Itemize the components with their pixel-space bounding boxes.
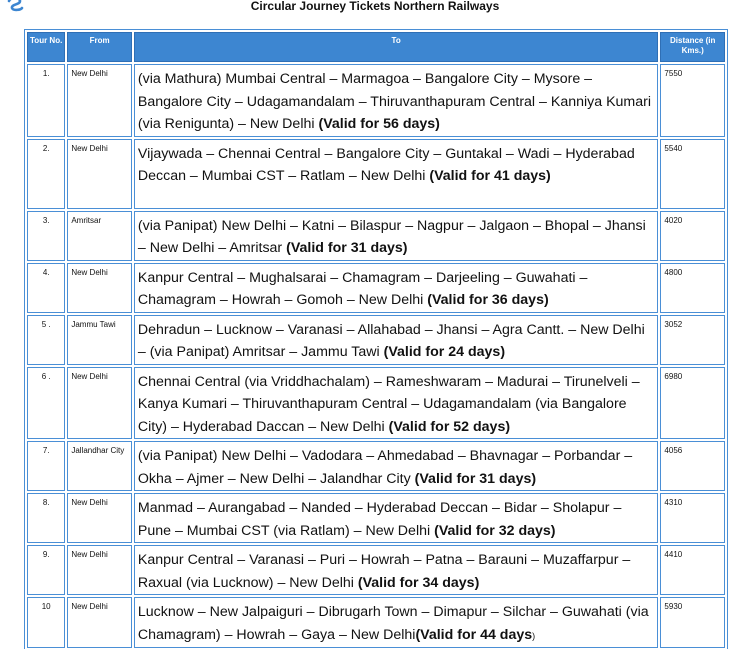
tour-no-cell: 4. bbox=[27, 263, 65, 313]
route-text: Kanpur Central – Varanasi – Puri – Howrah – Patna – Barauni – Muzaffarpur – Raxual (via Lucknow) – New Delhi bbox=[137, 552, 631, 591]
table-row bbox=[27, 263, 725, 313]
route-text: (via Panipat) New Delhi – Katni – Bilaspur – Nagpur – Jalgaon – Bhopal – Jhansi – New Delhi – Amritsar bbox=[137, 217, 646, 256]
distance-cell: 4410 bbox=[660, 545, 725, 595]
route-text: Kanpur Central – Mughalsarai – Chamagram – Darjeeling – Guwahati – Chamagram – Howrah – Gomoh – New Delhi bbox=[137, 269, 588, 308]
distance-cell: 3052 bbox=[660, 315, 725, 365]
route-cell bbox=[134, 211, 659, 261]
header-row bbox=[27, 32, 725, 62]
route-cell bbox=[134, 64, 659, 137]
route-text: Manmad – Aurangabad – Nanded – Hyderabad Deccan – Bidar – Sholapur – Pune – Mumbai CST (via Ratlam) – New Delhi bbox=[137, 500, 622, 539]
route-cell bbox=[134, 139, 659, 209]
table-row bbox=[27, 545, 725, 595]
from-cell: New Delhi bbox=[67, 493, 132, 543]
from-cell: New Delhi bbox=[67, 64, 132, 137]
route-cell bbox=[134, 597, 659, 648]
table-row bbox=[27, 441, 725, 491]
validity-text: (Valid for 36 days) bbox=[427, 292, 549, 308]
tours-table bbox=[24, 29, 728, 649]
route-text: Vijaywada – Chennai Central – Bangalore City – Guntakal – Wadi – Hyderabad Deccan – Mumbai CST – Ratlam – New Delhi bbox=[137, 145, 635, 184]
distance-cell: 4020 bbox=[660, 211, 725, 261]
route-cell bbox=[134, 545, 659, 595]
header-distance: Distance (in Kms.) bbox=[660, 32, 725, 62]
distance-cell: 5930 bbox=[660, 597, 725, 648]
tour-no-cell: 9. bbox=[27, 545, 65, 595]
distance-cell: 4056 bbox=[660, 441, 725, 491]
validity-text: (Valid for 56 days) bbox=[318, 116, 440, 132]
from-cell: New Delhi bbox=[67, 139, 132, 209]
route-cell bbox=[134, 315, 659, 365]
validity-text: (Valid for 32 days) bbox=[434, 522, 556, 539]
distance-cell: 4310 bbox=[660, 493, 725, 543]
validity-text: (Valid for 44 days bbox=[415, 626, 533, 643]
from-cell: Jammu Tawi bbox=[67, 315, 132, 365]
tour-no-cell: 10 bbox=[27, 597, 65, 648]
distance-cell: 5540 bbox=[660, 139, 725, 209]
from-cell: Amritsar bbox=[67, 211, 132, 261]
tour-no-cell: 8. bbox=[27, 493, 65, 543]
tour-no-cell: 1. bbox=[27, 64, 65, 137]
header-to: To bbox=[134, 32, 659, 62]
table-row bbox=[27, 493, 725, 543]
route-text: (via Mathura) Mumbai Central – Marmagoa – Bangalore City – Mysore – Bangalore City – Udagamandalam – Thiruvanthapuram Central – Kanniya Kumari (via Renigunta) – New Delhi bbox=[137, 71, 652, 132]
validity-text: (Valid for 34 days) bbox=[357, 574, 480, 591]
route-text: (via Panipat) New Delhi – Vadodara – Ahmedabad – Bhavnagar – Porbandar – Okha – Ajmer – New Delhi – Jalandhar City bbox=[137, 448, 633, 487]
route-text: Lucknow – New Jalpaiguri – Dibrugarh Town – Dimapur – Silchar – Guwahati (via Chamagram) – Howrah – Gaya – New Delhi bbox=[137, 604, 649, 643]
validity-text: (Valid for 41 days) bbox=[429, 168, 551, 184]
tour-no-cell: 3. bbox=[27, 211, 65, 261]
tour-no-cell: 2. bbox=[27, 139, 65, 209]
route-text: Dehradun – Lucknow – Varanasi – Allahabad – Jhansi – Agra Cantt. – New Delhi – (via Panipat) Amritsar – Jammu Tawi bbox=[137, 321, 645, 360]
from-cell: New Delhi bbox=[67, 367, 132, 440]
route-cell bbox=[134, 493, 659, 543]
table-row bbox=[27, 139, 725, 209]
table-row bbox=[27, 64, 725, 137]
tour-no-cell: 6 . bbox=[27, 367, 65, 440]
validity-text: (Valid for 52 days) bbox=[388, 418, 511, 435]
route-cell bbox=[134, 367, 659, 440]
table-row bbox=[27, 315, 725, 365]
tour-no-cell: 5 . bbox=[27, 315, 65, 365]
from-cell: Jallandhar City bbox=[67, 441, 132, 491]
distance-cell: 6980 bbox=[660, 367, 725, 440]
route-cell bbox=[134, 441, 659, 491]
validity-tail: ) bbox=[532, 630, 536, 641]
distance-cell: 4800 bbox=[660, 263, 725, 313]
from-cell: New Delhi bbox=[67, 545, 132, 595]
validity-text: (Valid for 31 days) bbox=[414, 470, 537, 487]
validity-text: (Valid for 24 days) bbox=[383, 344, 506, 360]
from-cell: New Delhi bbox=[67, 263, 132, 313]
page-title: Circular Journey Tickets Northern Railways bbox=[250, 0, 500, 13]
header-tour-no: Tour No. bbox=[27, 32, 65, 62]
table-row bbox=[27, 211, 725, 261]
header-from: From bbox=[67, 32, 132, 62]
distance-cell: 7550 bbox=[660, 64, 725, 137]
route-cell bbox=[134, 263, 659, 313]
table-row bbox=[27, 597, 725, 648]
from-cell: New Delhi bbox=[67, 597, 132, 648]
tour-no-cell: 7. bbox=[27, 441, 65, 491]
validity-text: (Valid for 31 days) bbox=[286, 240, 408, 256]
table-row bbox=[27, 367, 725, 440]
route-text: Chennai Central (via Vriddhachalam) – Rameshwaram – Madurai – Tirunelveli – Kanya Kumari – Thiruvanthapuram Central – Udagamandalam (via Bangalore City) – Hyderabad Daccan – New Delhi bbox=[137, 373, 640, 435]
